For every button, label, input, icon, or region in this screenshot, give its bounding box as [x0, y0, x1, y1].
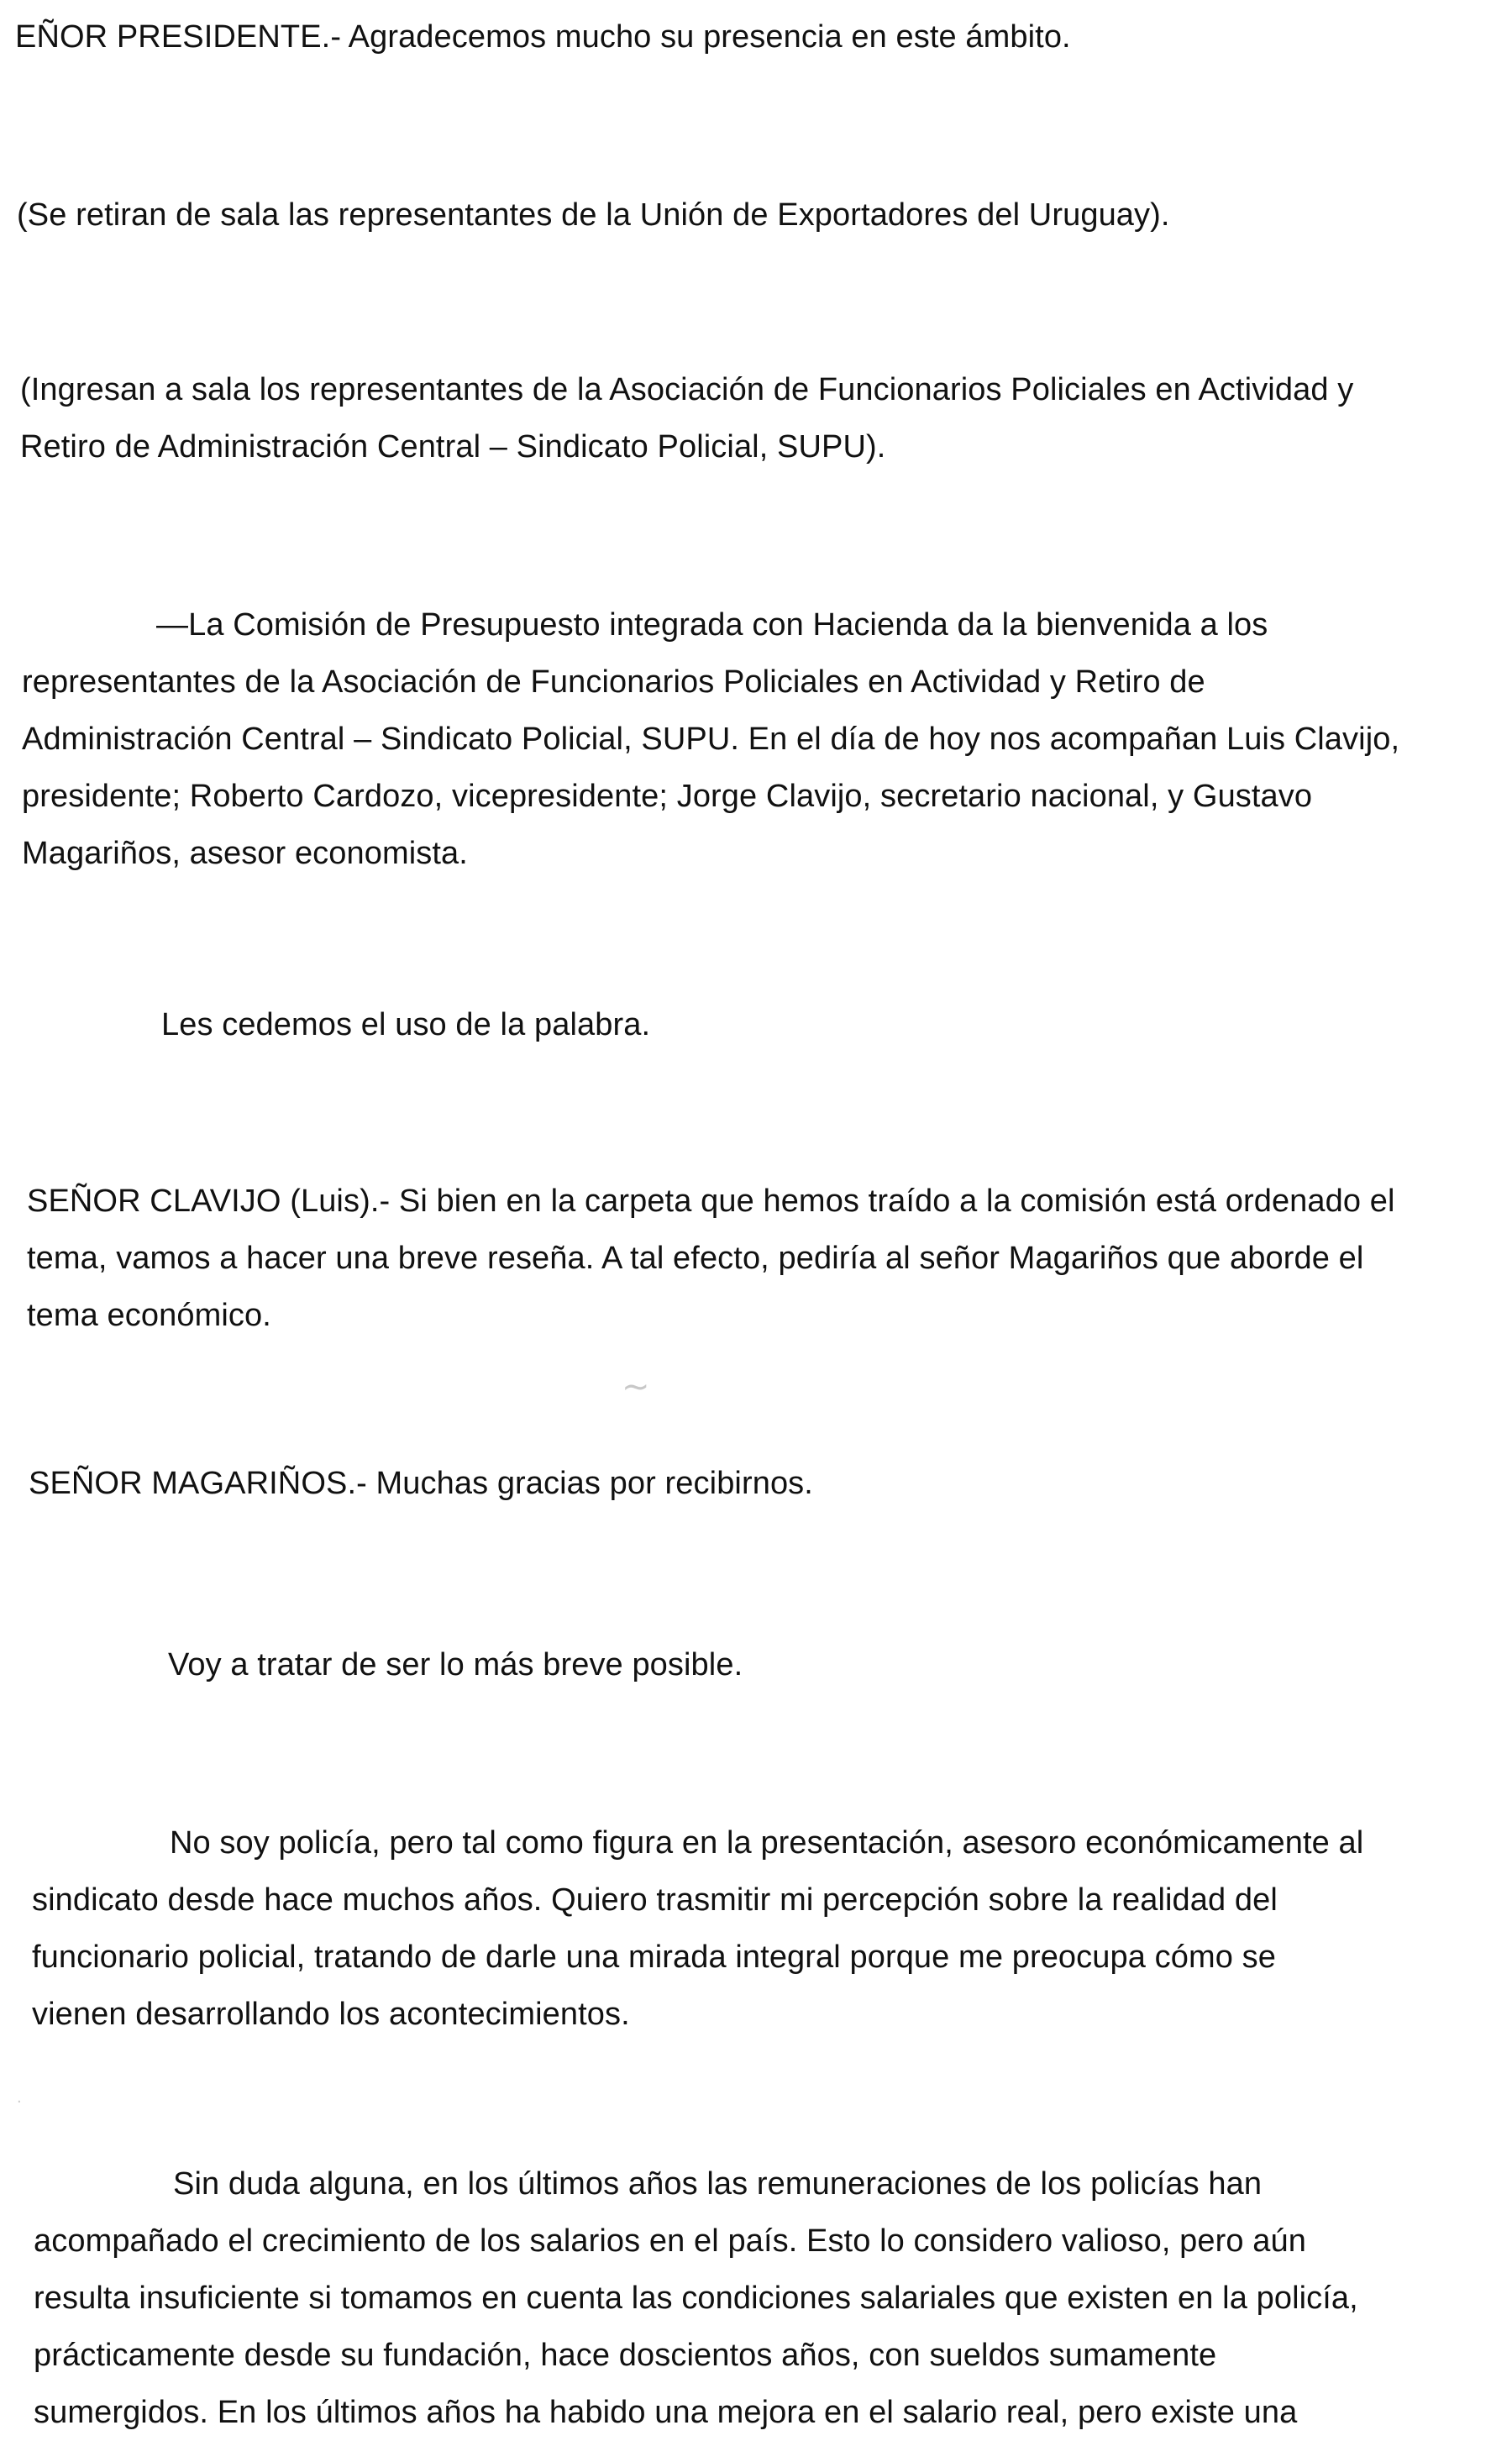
paragraph-line: presidente; Roberto Cardozo, vicepresidente; Jorge Clavijo, secretario nacional, y Gustavo — [22, 779, 1313, 814]
paragraph-line: vienen desarrollando los acontecimientos. — [32, 1997, 630, 2032]
paragraph-line: Les cedemos el uso de la palabra. — [161, 1007, 651, 1042]
stage-direction-withdraw — [17, 186, 1170, 244]
stage-direction-enter — [20, 361, 1353, 475]
paragraph-line: funcionario policial, tratando de darle una mirada integral porque me preocupa cómo se — [32, 1940, 1276, 1975]
paragraph-line: Administración Central – Sindicato Policial, SUPU. En el día de hoy nos acompañan Luis Clavijo, — [22, 722, 1400, 757]
paragraph-line: Voy a tratar de ser lo más breve posible. — [168, 1647, 743, 1682]
advisor-intro-paragraph — [32, 1814, 1363, 2043]
paragraph-line: tema económico. — [27, 1298, 271, 1333]
paragraph-line: Magariños, asesor economista. — [22, 836, 468, 871]
paragraph-line: EÑOR PRESIDENTE.- Agradecemos mucho su presencia en este ámbito. — [15, 19, 1071, 55]
paragraph-line: Retiro de Administración Central – Sindicato Policial, SUPU). — [20, 429, 886, 465]
paragraph-line: representantes de la Asociación de Funcionarios Policiales en Actividad y Retiro de — [22, 664, 1205, 700]
speaker-paragraph-presidente — [15, 8, 1071, 66]
paragraph-line: resulta insuficiente si tomamos en cuenta las condiciones salariales que existen en la policía, — [34, 2281, 1358, 2316]
paragraph-line: prácticamente desde su fundación, hace doscientos años, con sueldos sumamente — [34, 2338, 1217, 2373]
floor-cession-paragraph — [161, 996, 650, 1053]
brief-statement-paragraph — [168, 1636, 743, 1693]
speaker-paragraph-magarinos — [29, 1455, 813, 1512]
paragraph-line: No soy policía, pero tal como figura en la presentación, asesoro económicamente al — [170, 1825, 1364, 1861]
paragraph-line: —La Comisión de Presupuesto integrada con Hacienda da la bienvenida a los — [156, 607, 1268, 643]
paragraph-line: sindicato desde hace muchos años. Quiero trasmitir mi percepción sobre la realidad del — [32, 1882, 1278, 1918]
paragraph-line: SEÑOR CLAVIJO (Luis).- Si bien en la carpeta que hemos traído a la comisión está ordenado el — [27, 1184, 1395, 1219]
salary-paragraph — [34, 2155, 1358, 2441]
paragraph-line: SEÑOR MAGARIÑOS.- Muchas gracias por recibirnos. — [29, 1466, 813, 1501]
scan-artifact-dot: · — [17, 2093, 22, 2111]
paragraph-line: (Ingresan a sala los representantes de la Asociación de Funcionarios Policiales en Actividad y — [20, 372, 1354, 407]
paragraph-line: acompañado el crecimiento de los salarios en el país. Esto lo considero valioso, pero aún — [34, 2223, 1306, 2259]
paragraph-line: tema, vamos a hacer una breve reseña. A tal efecto, pediría al señor Magariños que aborde el — [27, 1241, 1364, 1276]
paragraph-line: (Se retiran de sala las representantes de la Unión de Exportadores del Uruguay). — [17, 197, 1170, 233]
paragraph-line: Sin duda alguna, en los últimos años las remuneraciones de los policías han — [173, 2166, 1263, 2202]
paragraph-line: sumergidos. En los últimos años ha habido una mejora en el salario real, pero existe una — [34, 2395, 1298, 2430]
welcome-paragraph — [22, 596, 1399, 882]
scan-artifact-mark: ~ — [622, 1367, 650, 1406]
speaker-paragraph-clavijo — [27, 1173, 1395, 1344]
